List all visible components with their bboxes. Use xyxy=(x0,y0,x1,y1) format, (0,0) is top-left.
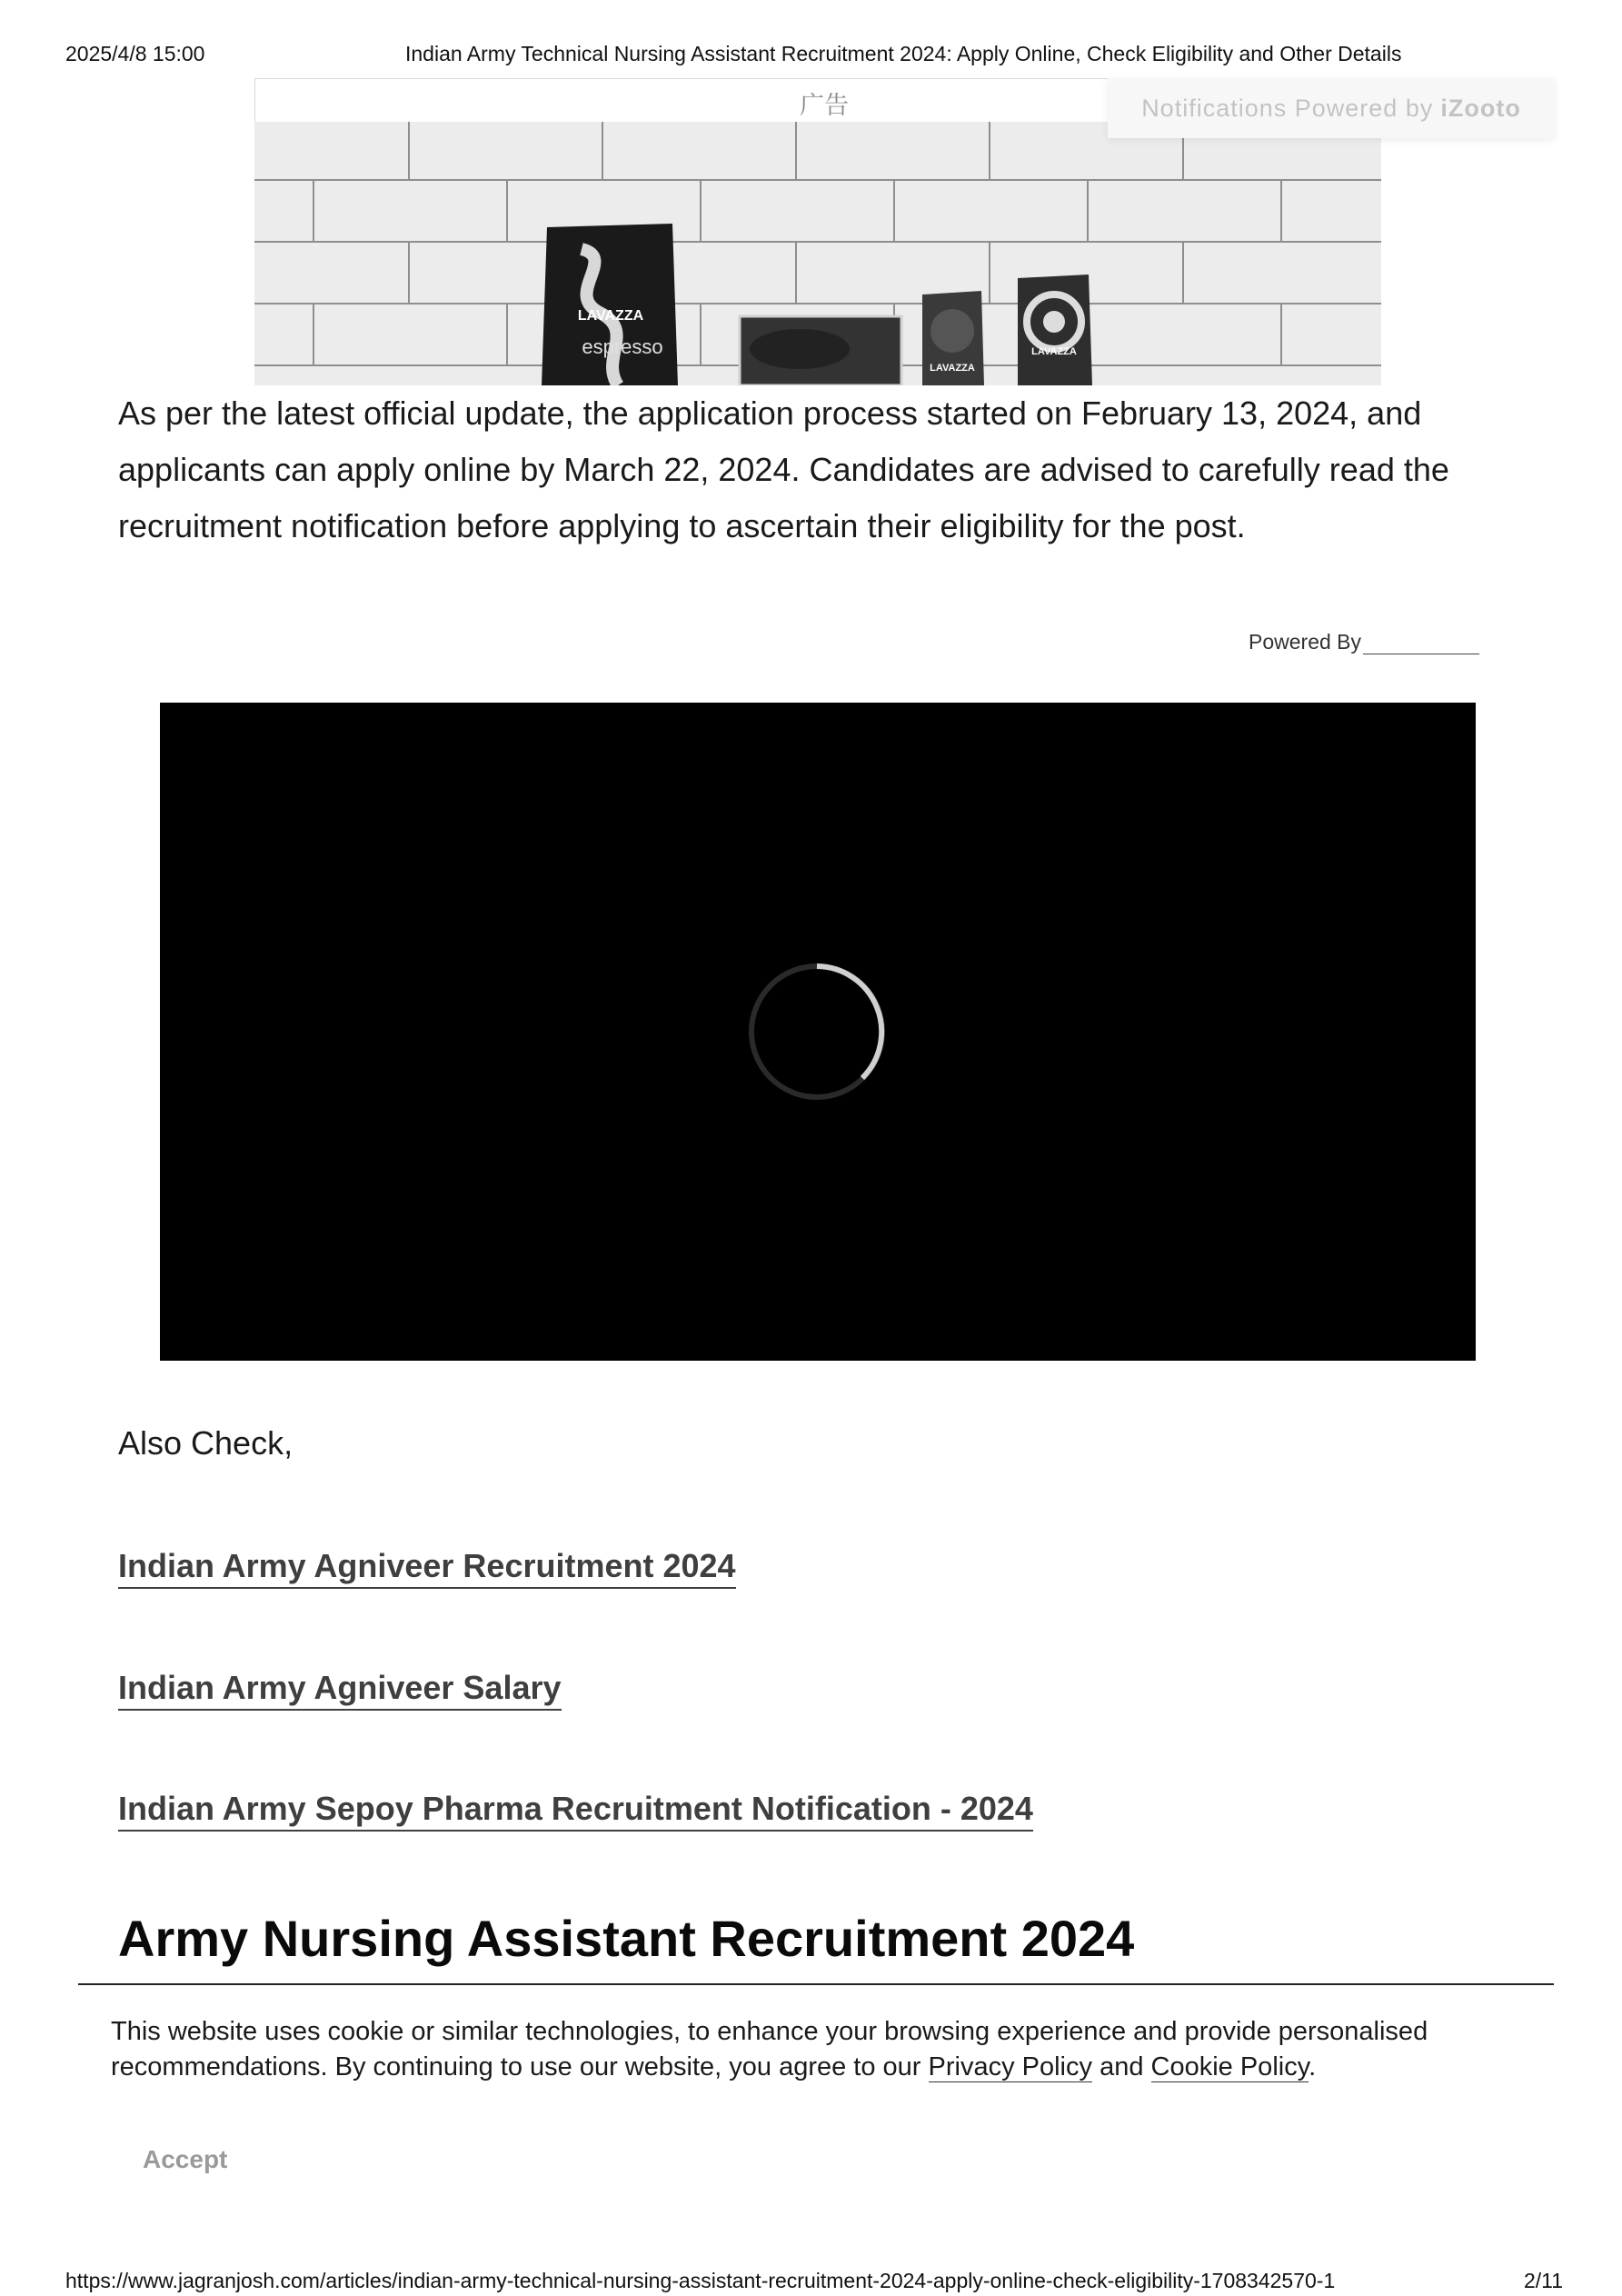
ad-banner-image[interactable] xyxy=(254,122,1381,385)
link-agniveer-recruitment[interactable]: Indian Army Agniveer Recruitment 2024 xyxy=(118,1547,736,1589)
accept-button[interactable]: Accept xyxy=(143,2145,228,2173)
ad-product-photo xyxy=(254,122,1381,385)
svg-text:LAVAZZA: LAVAZZA xyxy=(1031,346,1077,357)
article-paragraph: As per the latest official update, the application process started on February 13, 2024, and applicants can apply online by March 22, 2024. Candidates are advised to carefully read the recruitment notification before applying to ascertain their eligibility for the post. xyxy=(118,394,1449,544)
notifications-badge[interactable] xyxy=(1108,78,1555,138)
privacy-policy-link[interactable]: Privacy Policy xyxy=(928,2052,1093,2081)
cookie-policy-link[interactable]: Cookie Policy xyxy=(1150,2052,1309,2081)
print-url: https://www.jagranjosh.com/articles/indian-army-technical-nursing-assistant-recruitment-2024-apply-online-check-eligibility-1708342570-1 xyxy=(65,2269,1336,2292)
powered-by-label: Powered By xyxy=(1249,630,1362,654)
cookie-banner-text xyxy=(111,2014,1438,2085)
print-date: 2025/4/8 15:00 xyxy=(65,42,205,65)
ad-label: 广告 xyxy=(800,92,849,119)
powered-by-logo[interactable] xyxy=(1363,637,1479,654)
notifications-prefix: Notifications Powered by xyxy=(1141,94,1434,122)
print-page-number: 2/11 xyxy=(1524,2269,1564,2292)
link-agniveer-salary[interactable]: Indian Army Agniveer Salary xyxy=(118,1669,562,1711)
print-title: Indian Army Technical Nursing Assistant Recruitment 2024: Apply Online, Check Eligibility and Other Details xyxy=(405,42,1402,65)
cookie-text-and: and xyxy=(1092,2052,1151,2081)
cookie-text-period: . xyxy=(1309,2052,1317,2081)
svg-text:LAVAZZA: LAVAZZA xyxy=(930,363,975,374)
cookie-text-body: This website uses cookie or similar technologies, to enhance your browsing experience and provide personalised recommendations. By continuing to use our website, you agree to our xyxy=(111,2017,1428,2081)
svg-text:LAVAZZA: LAVAZZA xyxy=(577,308,644,324)
section-heading: Army Nursing Assistant Recruitment 2024 xyxy=(118,1910,1135,1967)
svg-text:espresso: espresso xyxy=(582,335,663,358)
also-check-label: Also Check, xyxy=(118,1424,294,1462)
video-powered-by xyxy=(1249,630,1479,654)
cookie-banner-divider xyxy=(78,1983,1554,1985)
izooto-brand: iZooto xyxy=(1440,94,1521,122)
loading-spinner-icon xyxy=(748,963,886,1101)
link-sepoy-pharma-recruitment[interactable]: Indian Army Sepoy Pharma Recruitment Notification - 2024 xyxy=(118,1790,1033,1832)
